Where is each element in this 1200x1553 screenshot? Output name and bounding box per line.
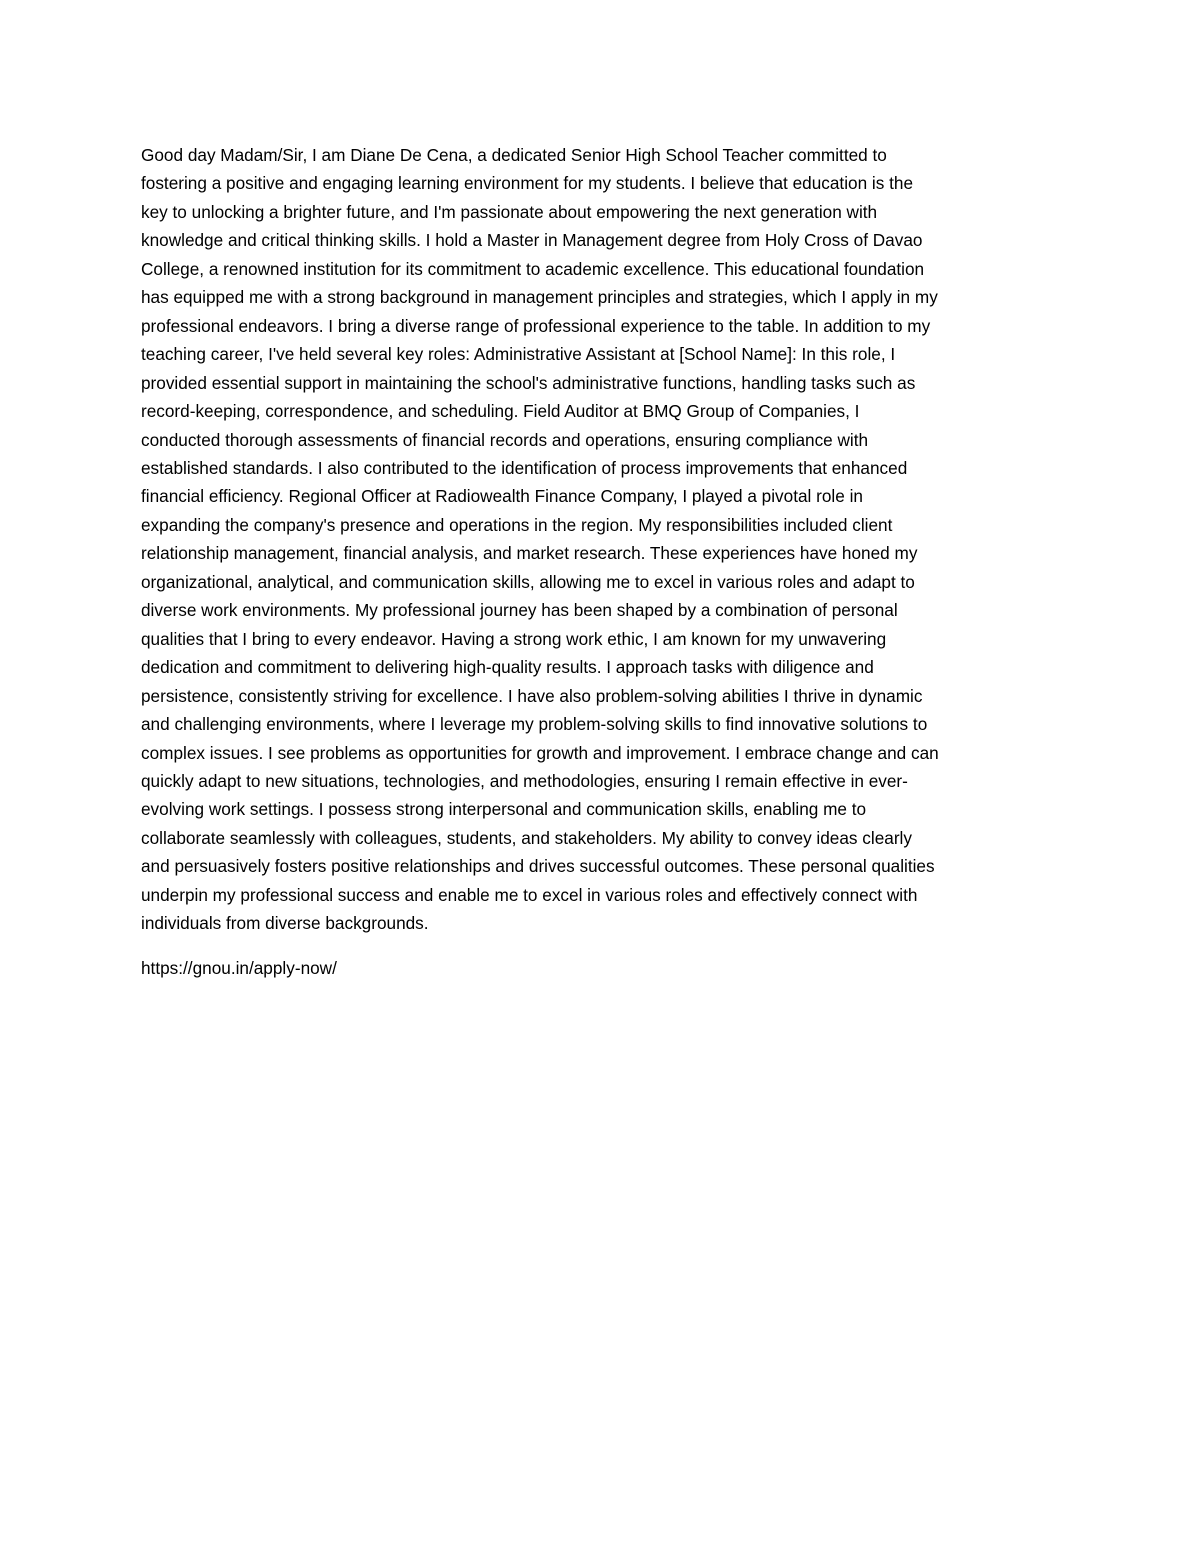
body-line: professional endeavors. I bring a diverse range of professional experience to the table. In addition to my	[141, 315, 931, 336]
body-line: organizational, analytical, and communication skills, allowing me to excel in various roles and adapt to	[141, 571, 915, 592]
body-line: expanding the company's presence and operations in the region. My responsibilities included client	[141, 514, 893, 535]
body-line: conducted thorough assessments of financial records and operations, ensuring compliance with	[141, 429, 869, 450]
body-line: and challenging environments, where I leverage my problem-solving skills to find innovative solutions to	[141, 714, 928, 735]
body-line: College, a renowned institution for its commitment to academic excellence. This educational foundation	[141, 258, 925, 279]
body-line: record-keeping, correspondence, and scheduling. Field Auditor at BMQ Group of Companies, I	[141, 401, 860, 422]
body-line: fostering a positive and engaging learning environment for my students. I believe that education is the	[141, 173, 914, 194]
body-line: collaborate seamlessly with colleagues, students, and stakeholders. My ability to convey ideas clearly	[141, 827, 912, 848]
body-line: teaching career, I've held several key roles: Administrative Assistant at [School Name]: In this role, I	[141, 344, 896, 365]
body-paragraph	[141, 141, 1061, 938]
body-line: persistence, consistently striving for excellence. I have also problem-solving abilities I thrive in dynamic	[141, 685, 923, 706]
body-line: and persuasively fosters positive relationships and drives successful outcomes. These personal qualities	[141, 856, 935, 877]
body-line: qualities that I bring to every endeavor. Having a strong work ethic, I am known for my unwavering	[141, 628, 887, 649]
body-line: complex issues. I see problems as opportunities for growth and improvement. I embrace change and can	[141, 742, 939, 763]
body-line: financial efficiency. Regional Officer at Radiowealth Finance Company, I played a pivotal role in	[141, 486, 863, 507]
link-text: https://gnou.in/apply-now/	[141, 957, 337, 978]
body-line: diverse work environments. My professional journey has been shaped by a combination of personal	[141, 600, 898, 621]
body-line: key to unlocking a brighter future, and I'm passionate about empowering the next generation with	[141, 201, 878, 222]
body-line: individuals from diverse backgrounds.	[141, 913, 429, 934]
body-line: dedication and commitment to delivering high-quality results. I approach tasks with diligence and	[141, 657, 874, 678]
document-content	[141, 141, 1061, 982]
body-line: Good day Madam/Sir, I am Diane De Cena, a dedicated Senior High School Teacher committed to	[141, 145, 887, 165]
body-line: established standards. I also contributed to the identification of process improvements that enhanced	[141, 457, 908, 478]
body-line: evolving work settings. I possess strong interpersonal and communication skills, enabling me to	[141, 799, 867, 820]
body-line: provided essential support in maintaining the school's administrative functions, handling tasks such as	[141, 372, 916, 393]
body-line: has equipped me with a strong background in management principles and strategies, which I apply in my	[141, 287, 938, 308]
body-line: knowledge and critical thinking skills. I hold a Master in Management degree from Holy Cross of Davao	[141, 230, 923, 251]
body-line: quickly adapt to new situations, technologies, and methodologies, ensuring I remain effective in ever-	[141, 770, 908, 791]
body-line: relationship management, financial analysis, and market research. These experiences have honed my	[141, 543, 918, 564]
body-line: underpin my professional success and enable me to excel in various roles and effectively connect with	[141, 884, 918, 905]
